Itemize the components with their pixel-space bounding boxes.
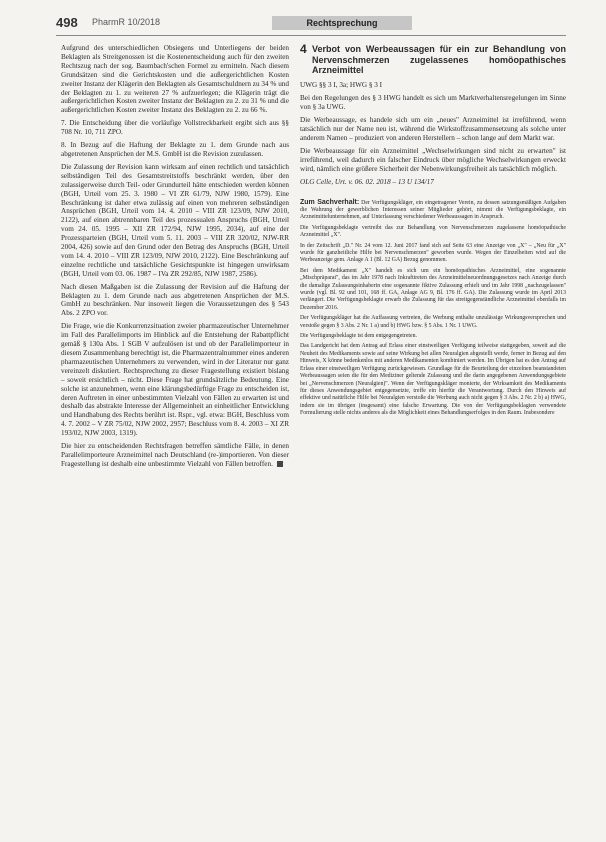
end-mark-icon [277,461,283,467]
facts-section [300,199,566,418]
paragraph: Die Verfügungsbeklagte vertreibt das zur Behandlung von Nervenschmerzen zugelassene homöopathische Arzneimittel „X". [300,224,566,239]
headnote: Die Werbeaussage für ein Arzneimittel „Wechselwirkungen sind nicht zu erwarten" ist irreführend, weil dadurch ein falscher Eindruck über mögliche Wechselwirkungen erweckt wird, nämlich eine größere Sicherheit der Nebenwirkungsfreiheit als tatsächlich möglich. [300,146,566,173]
court-reference: OLG Celle, Urt. v. 06. 02. 2018 – 13 U 134/17 [300,177,434,186]
article-heading [300,44,566,76]
page-header [56,14,566,34]
paragraph: Die Verfügungsbeklagte ist dem entgegengetreten. [300,333,417,340]
paragraph-text: Die hier zu entscheidenden Rechtsfragen betreffen sämtliche Fälle, in denen Parallelimporteure Arzneimittel nach Deutschland (re-)importieren. Von dieser Fragestellung ist deshalb eine unbestimmte Vielzahl von Fällen betroffen. [61,442,289,468]
paragraph: 7. Die Entscheidung über die vorläufige Vollstreckbarkeit ergibt sich aus §§ 708 Nr. 10, 711 ZPO. [61,119,289,137]
journal-reference: PharmR 10/2018 [92,17,161,27]
section-title: Rechtsprechung [272,16,412,30]
right-column [300,44,566,421]
header-rule [56,35,566,36]
paragraph: Bei dem Medikament „X" handelt es sich um ein homöopathisches Arzneimittel, eine sogenannte „Mischpräparat", das im Jahr 1978 nach Inkrafttreten des Arzneimittelneuordnungsgesetzes nach Anzeige durch die damalige Zulassungsinhaberin eine sogenannte fiktive Zulassung erhielt und im Jahr 1998 „nachzugelassen" wurde (vgl. Bl. 92 und 101, 168 ff. GA, Anlage AG 9, Bl. 176 ff. GA). Die Zulassung wurde im April 2013 verlängert. Die Verfügungsbeklagte erwarb die Zulassung für das streitgegenständliche Arzneimittel ebenfalls im Dezember 2016. [300,267,566,311]
article-number: 4 [300,42,307,56]
paragraph: Das Landgericht hat dem Antrag auf Erlass einer einstweiligen Verfügung teilweise stattgegeben, soweit auf die Neuheit des Medikaments sowie auf seine Wirkung bei allen Neuralgien abgestellt werde, ferner in Bezug auf den Hinweis, X könne bedenkenlos mit anderen Medikamenten kombiniert werden. Im Übrigen hat es den Antrag auf Erlass einer einstweiligen Verfügung zurückgewiesen. Grundlage für die Beurteilung der einzelnen beanstandeten Werbeaussagen seien die für den Mediziner geltende Zulassung und die darin angegebenen Anwendungsgebiete bei „Nervenschmerzen (Neuralgien)". Wenn der Verfügungskläger monierte, der Wirksamkeit des Medikaments für dieses Anwendungsgebiet entgegensetzte, treffe ein hierfür die Verantwortung. Durch den Hinweis auf effektive und natürliche Hilfe bei Neuralgien verstoße die Werbung auch nicht gegen § 3 Abs. 2 Nr. 2 b) a) HWG, indem sie im übrigen (insgesamt) eine falsche Erwartung. Die von der Verfügungsbeklagten verwendete Formulierung stelle nichts anderes als die Möglichkeit eines Behandlungserfolges in den Raum. Insbesondere [300,343,566,417]
paragraph-text: Der Verfügungskläger, ein eingetragener Verein, zu dessen satzungsmäßigen Aufgaben die Wahrung der gewerblichen Interessen seiner Mitglieder gehört, nimmt die Verfügungsbeklagte, ein Arzneimittelunternehmen, auf Unterlassung verschiedener Werbeaussagen in Anspruch. [300,199,566,221]
paragraph: Der Verfügungskläger hat die Auffassung vertreten, die Werbung enthalte unzulässige Wirkungsversprechen und verstoße gegen § 3 Abs. 2 Nr. 1 a) und b) HWG bzw. § 5 Abs. 1 Nr. 1 UWG. [300,315,566,329]
left-column [61,44,289,473]
paragraph: In der Zeitschrift „D." Nr. 24 vom 12. Juni 2017 fand sich auf Seite 63 eine Anzeige von „X" – „Neu für „X" wurde für ganzheitliche Hilfe bei Nervenschmerzen" geworben wurde. Wegen der Einzelheiten wird auf die Werbeanzeige gem. Anlage A 1 (Bl. 12 GA) Bezug genommen. [300,242,566,264]
page-number: 498 [56,15,78,30]
paragraph: 8. In Bezug auf die Haftung der Beklagte zu 1. dem Grunde nach aus abgetretenen Ansprüchen der M.S. GmbH ist die Revision zuzulassen. [61,141,289,158]
facts-label: Zum Sachverhalt: [300,198,360,206]
article-norms: UWG §§ 3 I, 3a; HWG § 3 I [300,80,383,89]
paragraph-end [61,442,289,469]
paragraph: Die Zulassung der Revision kann wirksam auf einen rechtlich und tatsächlich selbständigen Teil des Gesamtstreitstoffs beschränkt werden, über den zulassigerweise durch Teil- oder Grundurteil hätte entschieden werden können (BGH, Urteil vom 25. 3. 1980 – VI ZR 61/79, NJW 1980, 1579). Eine Beschränkung ist daher etwa zulässig auf einen von mehreren selbständigen Ansprüchen (BGH, Urteil vom 14. 4. 2010 – VIII ZR 123/09, NJW 2010, 2122), auf einen abtrennbaren Teil des prozessualen Anspruchs (BGH, Urteil vom 24. 05. 1995 – XII ZR 172/94, NJW 1995, 2034), auf eine der Prozessparteien (BGH, Urteil vom 5. 11. 2003 – VIII ZR 320/02, NJW-RR 2004, 426) sowie auf den Grund oder den Betrag des Anspruchs (BGH, Urteil vom 14. 4. 2010 – VIII ZR 123/09, NJW 2010, 2122). Eine Beschränkung auf einzelne rechtliche und tatsächliche Gesichtspunkte ist hingegen unwirksam (BGH, Urteil vom 03. 06. 1987 – IVa ZR 292/85, NJW 1987, 2586). [61,162,289,278]
paragraph: Aufgrund des unterschiedlichen Obsiegens und Unterliegens der beiden Beklagten als Streitgenossen ist die Kostenentscheidung auch für den zweiten Rechtszug nach der sog. Baumbach'schen Formel zu ermitteln. Nach diesem Grundsätzen sind die Gerichtskosten und die außergerichtlichen Kosten zweiter Instanz der Klägerin den Beklagten als Gesamtschuldnern zu 34 % und der Beklagten zu 1. zu weiteren 27 % aufzuerlegen; die Klägerin trägt die außergerichtlichen Kosten zweiter Instanz der Beklagten zu 2. zu 31 % und die außergerichtlichen Kosten zweiter Instanz des Beklagten zu 2. zu 66 %. [61,44,289,115]
paragraph: Die Frage, wie die Konkurrenzsituation zweier pharmazeutischer Unternehmer im Fall des Parallelimports im Hinblick auf die Entstehung der Rabattpflicht gemäß § 130a Abs. 1 SGB V aufzulösen ist und ob der Parallelimporteur in diesem Zusammenhang berechtigt ist, die Pharmazentralnummer eines anderen pharmazeutischen Unternehmers zu verwenden, wird in der Literatur nur ganz vereinzelt diskutiert. Rechtsprechung zu dieser Fragestellung existiert bislang – soweit ersichtlich – nicht. Diese Frage hat grundsätzliche Bedeutung. Eine solche ist anzunehmen, wenn eine klärungsbedürftige Frage zu entscheiden ist, deren Auftreten in einer unbestimmten Vielzahl von Fällen zu erwarten ist und deshalb das abstrakte Interesse der Allgemeinheit an einheitlicher Entwicklung und Handhabung des Rechts berührt ist. Rspr., vgl. etwa: BGH, Beschluss vom 4. 7. 2002 – V ZR 75/02, NJW 2002, 2957; Beschluss vom 8. 4. 2003 – XI ZR 193/02, NJW 2003, 1319). [61,322,289,438]
headnote: Bei den Regelungen des § 3 HWG handelt es sich um Marktverhaltensregelungen im Sinne von § 3a UWG. [300,94,566,112]
paragraph [300,199,566,222]
paragraph: Nach diesen Maßgaben ist die Zulassung der Revision auf die Haftung der Beklagten zu 1. dem Grunde nach aus abgetretenen Ansprüchen der M.S. GmbH zu beschränken. Nur insoweit liegen die Voraussetzungen des § 543 Abs. 2 ZPO vor. [61,282,289,318]
headnote: Die Werbeaussage, es handele sich um ein „neues" Arzneimittel ist irreführend, wenn tatsächlich nur der Name neu ist, während die Wirkstoffzusammensetzung als solche unter anderem Namen – produziert von anderen Herstellern – schon lange auf dem Markt war. [300,116,566,143]
article-title: Verbot von Werbeaussagen für ein zur Behandlung von Nervenschmerzen zugelassenes homöopathisches Arzneimittel [312,44,566,75]
